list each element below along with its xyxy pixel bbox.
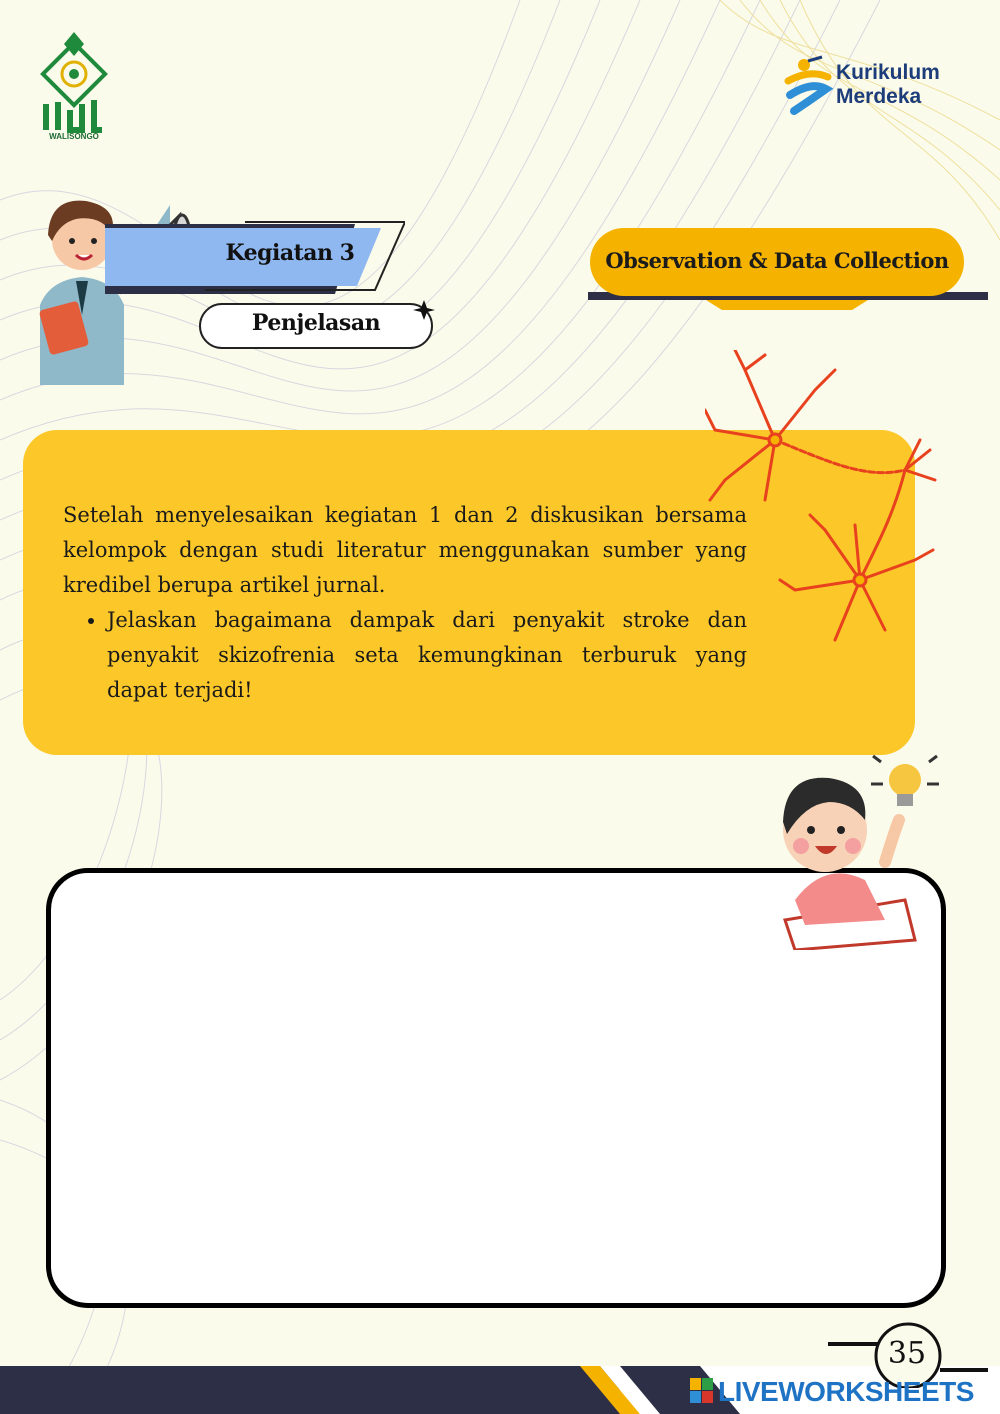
liveworksheets-logo-icon	[690, 1378, 714, 1404]
activity-subtitle-pill	[196, 300, 436, 350]
activity-title-badge	[105, 220, 405, 300]
section-badge	[588, 228, 988, 313]
instruction-bullets	[63, 603, 747, 708]
instruction-bullet: • Jelaskan bagaimana dampak dari penyakit stroke dan penyakit skizofrenia seta kemungkinan terburuk yang dapat terjadi!	[107, 603, 747, 708]
page-number: 35	[887, 1336, 927, 1371]
kurikulum-merdeka-logo	[782, 55, 972, 125]
kurikulum-merdeka-icon	[782, 55, 834, 121]
kurikulum-logo-line1: Kurikulum	[836, 61, 940, 84]
walisongo-logo	[38, 30, 110, 148]
instruction-text	[63, 498, 747, 708]
liveworksheets-watermark: LIVEWORKSHEETS	[718, 1376, 974, 1407]
neuron-illustration	[705, 350, 945, 650]
activity-subtitle: Penjelasan	[251, 310, 381, 336]
instruction-paragraph: Setelah menyelesaikan kegiatan 1 dan 2 diskusikan bersama kelompok dengan studi literatur menggunakan sumber yang kredibel berupa artikel jurnal.	[63, 503, 747, 597]
section-badge-label: Observation & Data Collection	[605, 248, 949, 273]
activity-title: Kegiatan 3	[225, 240, 355, 266]
kurikulum-logo-line2: Merdeka	[836, 85, 922, 108]
walisongo-logo-text: WALISONGO	[49, 132, 99, 141]
walisongo-emblem-icon	[38, 30, 110, 134]
student-idea-illustration	[765, 750, 945, 950]
